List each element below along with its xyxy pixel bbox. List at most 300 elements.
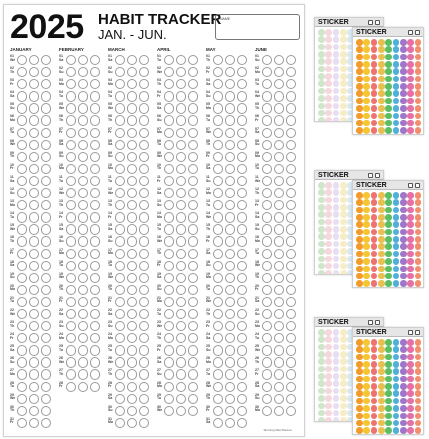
habit-circle[interactable]	[41, 79, 51, 89]
habit-circle[interactable]	[176, 140, 186, 150]
sticker-dot[interactable]	[407, 420, 414, 427]
sticker-dot[interactable]	[318, 336, 325, 343]
habit-circle[interactable]	[225, 382, 235, 392]
sticker-dot[interactable]	[363, 258, 370, 265]
sticker-dot[interactable]	[356, 54, 363, 61]
sticker-dot[interactable]	[385, 199, 392, 206]
sticker-dot[interactable]	[407, 398, 414, 405]
habit-circle[interactable]	[274, 164, 284, 174]
habit-circle[interactable]	[225, 128, 235, 138]
habit-circle[interactable]	[262, 140, 272, 150]
sticker-dot[interactable]	[340, 182, 347, 189]
habit-circle[interactable]	[188, 79, 198, 89]
habit-circle[interactable]	[225, 345, 235, 355]
habit-circle[interactable]	[115, 55, 125, 65]
habit-circle[interactable]	[90, 79, 100, 89]
habit-circle[interactable]	[29, 79, 39, 89]
habit-circle[interactable]	[115, 128, 125, 138]
habit-circle[interactable]	[78, 369, 88, 379]
sticker-dot[interactable]	[393, 413, 400, 420]
sticker-dot[interactable]	[407, 98, 414, 105]
sticker-dot[interactable]	[363, 383, 370, 390]
habit-circle[interactable]	[274, 261, 284, 271]
habit-circle[interactable]	[225, 273, 235, 283]
sticker-dot[interactable]	[371, 413, 378, 420]
sticker-dot[interactable]	[378, 258, 385, 265]
habit-circle[interactable]	[115, 309, 125, 319]
habit-circle[interactable]	[286, 188, 296, 198]
habit-circle[interactable]	[237, 309, 247, 319]
sticker-dot[interactable]	[363, 120, 370, 127]
sticker-dot[interactable]	[385, 346, 392, 353]
sticker-dot[interactable]	[407, 68, 414, 75]
sticker-dot[interactable]	[363, 199, 370, 206]
sticker-dot[interactable]	[356, 354, 363, 361]
habit-circle[interactable]	[237, 382, 247, 392]
habit-circle[interactable]	[262, 236, 272, 246]
habit-circle[interactable]	[17, 91, 27, 101]
habit-circle[interactable]	[78, 309, 88, 319]
sticker-dot[interactable]	[371, 420, 378, 427]
habit-circle[interactable]	[274, 345, 284, 355]
habit-circle[interactable]	[225, 67, 235, 77]
sticker-dot[interactable]	[415, 61, 422, 68]
habit-circle[interactable]	[41, 394, 51, 404]
habit-circle[interactable]	[213, 309, 223, 319]
sticker-dot[interactable]	[415, 207, 422, 214]
sticker-dot[interactable]	[400, 39, 407, 46]
habit-circle[interactable]	[237, 140, 247, 150]
habit-circle[interactable]	[29, 357, 39, 367]
habit-circle[interactable]	[90, 297, 100, 307]
habit-circle[interactable]	[127, 261, 137, 271]
sticker-dot[interactable]	[407, 427, 414, 434]
sticker-dot[interactable]	[371, 266, 378, 273]
sticker-dot[interactable]	[393, 54, 400, 61]
sticker-dot[interactable]	[400, 390, 407, 397]
sticker-dot[interactable]	[400, 214, 407, 221]
habit-circle[interactable]	[41, 357, 51, 367]
habit-circle[interactable]	[164, 382, 174, 392]
habit-circle[interactable]	[41, 406, 51, 416]
habit-circle[interactable]	[29, 406, 39, 416]
habit-circle[interactable]	[139, 345, 149, 355]
sticker-dot[interactable]	[333, 36, 340, 43]
habit-circle[interactable]	[29, 55, 39, 65]
habit-circle[interactable]	[225, 176, 235, 186]
sticker-dot[interactable]	[325, 73, 332, 80]
habit-circle[interactable]	[17, 140, 27, 150]
habit-circle[interactable]	[262, 382, 272, 392]
sticker-dot[interactable]	[415, 361, 422, 368]
habit-circle[interactable]	[17, 382, 27, 392]
habit-circle[interactable]	[115, 345, 125, 355]
sticker-dot[interactable]	[356, 76, 363, 83]
habit-circle[interactable]	[90, 128, 100, 138]
sticker-dot[interactable]	[325, 395, 332, 402]
habit-circle[interactable]	[78, 236, 88, 246]
habit-circle[interactable]	[139, 140, 149, 150]
sticker-dot[interactable]	[415, 90, 422, 97]
sticker-dot[interactable]	[325, 36, 332, 43]
sticker-dot[interactable]	[393, 207, 400, 214]
habit-circle[interactable]	[66, 297, 76, 307]
sticker-dot[interactable]	[363, 354, 370, 361]
sticker-dot[interactable]	[371, 383, 378, 390]
habit-circle[interactable]	[225, 152, 235, 162]
sticker-dot[interactable]	[378, 368, 385, 375]
habit-circle[interactable]	[188, 164, 198, 174]
sticker-dot[interactable]	[378, 413, 385, 420]
sticker-dot[interactable]	[318, 189, 325, 196]
habit-circle[interactable]	[286, 164, 296, 174]
habit-circle[interactable]	[115, 406, 125, 416]
habit-circle[interactable]	[41, 212, 51, 222]
sticker-dot[interactable]	[318, 117, 325, 122]
sticker-dot[interactable]	[393, 199, 400, 206]
habit-circle[interactable]	[127, 382, 137, 392]
habit-circle[interactable]	[176, 285, 186, 295]
habit-circle[interactable]	[237, 103, 247, 113]
habit-circle[interactable]	[139, 369, 149, 379]
habit-circle[interactable]	[17, 55, 27, 65]
sticker-dot[interactable]	[318, 110, 325, 117]
habit-circle[interactable]	[115, 249, 125, 259]
habit-circle[interactable]	[164, 188, 174, 198]
habit-circle[interactable]	[115, 140, 125, 150]
sticker-dot[interactable]	[385, 46, 392, 53]
sticker-dot[interactable]	[415, 54, 422, 61]
sticker-dot[interactable]	[363, 39, 370, 46]
habit-circle[interactable]	[286, 261, 296, 271]
habit-circle[interactable]	[17, 261, 27, 271]
sticker-dot[interactable]	[363, 339, 370, 346]
habit-circle[interactable]	[139, 309, 149, 319]
habit-circle[interactable]	[17, 321, 27, 331]
sticker-dot[interactable]	[356, 427, 363, 434]
habit-circle[interactable]	[225, 115, 235, 125]
habit-circle[interactable]	[66, 357, 76, 367]
sticker-dot[interactable]	[415, 120, 422, 127]
sticker-dot[interactable]	[318, 88, 325, 95]
habit-circle[interactable]	[164, 115, 174, 125]
habit-circle[interactable]	[17, 115, 27, 125]
sticker-dot[interactable]	[356, 368, 363, 375]
habit-circle[interactable]	[78, 128, 88, 138]
habit-circle[interactable]	[213, 406, 223, 416]
sticker-dot[interactable]	[340, 366, 347, 373]
sticker-dot[interactable]	[393, 251, 400, 258]
habit-circle[interactable]	[274, 67, 284, 77]
sticker-dot[interactable]	[333, 395, 340, 402]
sticker-dot[interactable]	[340, 256, 347, 263]
sticker-dot[interactable]	[325, 197, 332, 204]
habit-circle[interactable]	[17, 406, 27, 416]
habit-circle[interactable]	[213, 285, 223, 295]
habit-circle[interactable]	[164, 128, 174, 138]
sticker-dot[interactable]	[385, 405, 392, 412]
sticker-dot[interactable]	[318, 95, 325, 102]
sticker-dot[interactable]	[340, 80, 347, 87]
sticker-dot[interactable]	[325, 417, 332, 422]
habit-circle[interactable]	[237, 297, 247, 307]
habit-circle[interactable]	[176, 369, 186, 379]
sticker-dot[interactable]	[371, 243, 378, 250]
habit-circle[interactable]	[225, 261, 235, 271]
sticker-dot[interactable]	[407, 280, 414, 287]
sticker-dot[interactable]	[340, 204, 347, 211]
sticker-dot[interactable]	[333, 403, 340, 410]
sticker-dot[interactable]	[400, 46, 407, 53]
habit-circle[interactable]	[139, 224, 149, 234]
habit-circle[interactable]	[115, 103, 125, 113]
habit-circle[interactable]	[66, 285, 76, 295]
sticker-dot[interactable]	[356, 120, 363, 127]
habit-circle[interactable]	[164, 309, 174, 319]
sticker-dot[interactable]	[407, 368, 414, 375]
sticker-dot[interactable]	[400, 413, 407, 420]
sticker-dot[interactable]	[340, 226, 347, 233]
sticker-dot[interactable]	[415, 427, 422, 434]
habit-circle[interactable]	[17, 345, 27, 355]
habit-circle[interactable]	[188, 236, 198, 246]
sticker-dot[interactable]	[400, 98, 407, 105]
habit-circle[interactable]	[90, 321, 100, 331]
habit-circle[interactable]	[262, 67, 272, 77]
habit-circle[interactable]	[274, 128, 284, 138]
habit-circle[interactable]	[90, 345, 100, 355]
habit-circle[interactable]	[90, 333, 100, 343]
sticker-dot[interactable]	[318, 44, 325, 51]
habit-circle[interactable]	[188, 55, 198, 65]
habit-circle[interactable]	[66, 200, 76, 210]
habit-circle[interactable]	[213, 369, 223, 379]
habit-circle[interactable]	[29, 176, 39, 186]
habit-circle[interactable]	[286, 249, 296, 259]
habit-circle[interactable]	[78, 140, 88, 150]
habit-circle[interactable]	[213, 128, 223, 138]
habit-circle[interactable]	[262, 79, 272, 89]
habit-circle[interactable]	[41, 140, 51, 150]
habit-circle[interactable]	[90, 369, 100, 379]
sticker-dot[interactable]	[318, 211, 325, 218]
habit-circle[interactable]	[286, 176, 296, 186]
habit-circle[interactable]	[127, 103, 137, 113]
habit-circle[interactable]	[188, 188, 198, 198]
habit-circle[interactable]	[225, 333, 235, 343]
habit-circle[interactable]	[17, 369, 27, 379]
habit-circle[interactable]	[213, 345, 223, 355]
sticker-dot[interactable]	[325, 263, 332, 270]
habit-circle[interactable]	[90, 176, 100, 186]
sticker-dot[interactable]	[407, 54, 414, 61]
sticker-dot[interactable]	[356, 229, 363, 236]
sticker-dot[interactable]	[415, 273, 422, 280]
habit-circle[interactable]	[17, 79, 27, 89]
sticker-dot[interactable]	[415, 243, 422, 250]
sticker-dot[interactable]	[363, 46, 370, 53]
sticker-dot[interactable]	[363, 236, 370, 243]
sticker-dot[interactable]	[400, 420, 407, 427]
sticker-dot[interactable]	[371, 192, 378, 199]
sticker-dot[interactable]	[400, 280, 407, 287]
sticker-dot[interactable]	[325, 380, 332, 387]
sticker-dot[interactable]	[333, 241, 340, 248]
sticker-dot[interactable]	[333, 248, 340, 255]
sticker-dot[interactable]	[371, 427, 378, 434]
habit-circle[interactable]	[17, 164, 27, 174]
habit-circle[interactable]	[286, 309, 296, 319]
habit-circle[interactable]	[139, 176, 149, 186]
sticker-dot[interactable]	[325, 58, 332, 65]
sticker-dot[interactable]	[400, 273, 407, 280]
sticker-dot[interactable]	[393, 273, 400, 280]
habit-circle[interactable]	[115, 152, 125, 162]
sticker-dot[interactable]	[356, 127, 363, 134]
sticker-dot[interactable]	[340, 189, 347, 196]
sticker-dot[interactable]	[407, 207, 414, 214]
habit-circle[interactable]	[78, 79, 88, 89]
sticker-dot[interactable]	[371, 127, 378, 134]
habit-circle[interactable]	[78, 261, 88, 271]
habit-circle[interactable]	[139, 297, 149, 307]
habit-circle[interactable]	[66, 333, 76, 343]
sticker-dot[interactable]	[371, 68, 378, 75]
habit-circle[interactable]	[41, 200, 51, 210]
habit-circle[interactable]	[66, 103, 76, 113]
sticker-dot[interactable]	[325, 403, 332, 410]
habit-circle[interactable]	[286, 297, 296, 307]
habit-circle[interactable]	[237, 91, 247, 101]
habit-circle[interactable]	[237, 128, 247, 138]
sticker-dot[interactable]	[325, 80, 332, 87]
sticker-dot[interactable]	[356, 258, 363, 265]
sticker-dot[interactable]	[318, 241, 325, 248]
habit-circle[interactable]	[29, 261, 39, 271]
habit-circle[interactable]	[29, 152, 39, 162]
habit-circle[interactable]	[237, 152, 247, 162]
habit-circle[interactable]	[127, 164, 137, 174]
sticker-dot[interactable]	[363, 376, 370, 383]
habit-circle[interactable]	[17, 188, 27, 198]
habit-circle[interactable]	[262, 249, 272, 259]
sticker-dot[interactable]	[393, 127, 400, 134]
habit-circle[interactable]	[78, 297, 88, 307]
sticker-dot[interactable]	[385, 376, 392, 383]
habit-circle[interactable]	[176, 164, 186, 174]
habit-circle[interactable]	[262, 285, 272, 295]
sticker-dot[interactable]	[385, 113, 392, 120]
sticker-dot[interactable]	[356, 420, 363, 427]
sticker-dot[interactable]	[400, 105, 407, 112]
habit-circle[interactable]	[262, 91, 272, 101]
habit-circle[interactable]	[29, 369, 39, 379]
sticker-dot[interactable]	[363, 361, 370, 368]
sticker-dot[interactable]	[318, 219, 325, 226]
habit-circle[interactable]	[115, 188, 125, 198]
sticker-dot[interactable]	[356, 236, 363, 243]
habit-circle[interactable]	[115, 212, 125, 222]
habit-circle[interactable]	[274, 152, 284, 162]
habit-circle[interactable]	[188, 249, 198, 259]
sticker-dot[interactable]	[356, 405, 363, 412]
sticker-dot[interactable]	[407, 376, 414, 383]
habit-circle[interactable]	[237, 273, 247, 283]
sticker-dot[interactable]	[400, 346, 407, 353]
sticker-dot[interactable]	[400, 76, 407, 83]
habit-circle[interactable]	[29, 140, 39, 150]
sticker-dot[interactable]	[356, 398, 363, 405]
habit-circle[interactable]	[127, 297, 137, 307]
habit-circle[interactable]	[237, 79, 247, 89]
sticker-dot[interactable]	[340, 88, 347, 95]
sticker-dot[interactable]	[385, 273, 392, 280]
sticker-dot[interactable]	[378, 273, 385, 280]
habit-circle[interactable]	[90, 67, 100, 77]
sticker-dot[interactable]	[415, 83, 422, 90]
habit-circle[interactable]	[41, 285, 51, 295]
habit-circle[interactable]	[17, 394, 27, 404]
habit-circle[interactable]	[90, 285, 100, 295]
sticker-dot[interactable]	[415, 405, 422, 412]
sticker-dot[interactable]	[325, 110, 332, 117]
sticker-dot[interactable]	[363, 243, 370, 250]
habit-circle[interactable]	[41, 321, 51, 331]
habit-circle[interactable]	[139, 115, 149, 125]
sticker-dot[interactable]	[371, 39, 378, 46]
sticker-dot[interactable]	[318, 73, 325, 80]
habit-circle[interactable]	[274, 249, 284, 259]
habit-circle[interactable]	[90, 357, 100, 367]
habit-circle[interactable]	[139, 67, 149, 77]
sticker-dot[interactable]	[407, 120, 414, 127]
sticker-dot[interactable]	[400, 258, 407, 265]
sticker-dot[interactable]	[371, 354, 378, 361]
habit-circle[interactable]	[29, 382, 39, 392]
habit-circle[interactable]	[225, 406, 235, 416]
habit-circle[interactable]	[29, 333, 39, 343]
habit-circle[interactable]	[127, 55, 137, 65]
sticker-dot[interactable]	[393, 368, 400, 375]
habit-circle[interactable]	[237, 418, 247, 428]
sticker-dot[interactable]	[363, 105, 370, 112]
sticker-dot[interactable]	[393, 383, 400, 390]
habit-circle[interactable]	[164, 394, 174, 404]
sticker-dot[interactable]	[378, 361, 385, 368]
sticker-dot[interactable]	[415, 221, 422, 228]
sticker-dot[interactable]	[325, 410, 332, 417]
habit-circle[interactable]	[274, 285, 284, 295]
sticker-dot[interactable]	[378, 376, 385, 383]
sticker-dot[interactable]	[415, 251, 422, 258]
habit-circle[interactable]	[286, 91, 296, 101]
sticker-dot[interactable]	[333, 73, 340, 80]
sticker-dot[interactable]	[356, 68, 363, 75]
habit-circle[interactable]	[225, 79, 235, 89]
sticker-dot[interactable]	[378, 68, 385, 75]
sticker-dot[interactable]	[393, 398, 400, 405]
habit-circle[interactable]	[164, 406, 174, 416]
sticker-dot[interactable]	[407, 76, 414, 83]
habit-circle[interactable]	[188, 140, 198, 150]
habit-circle[interactable]	[90, 55, 100, 65]
sticker-dot[interactable]	[393, 98, 400, 105]
sticker-dot[interactable]	[378, 98, 385, 105]
habit-circle[interactable]	[115, 164, 125, 174]
sticker-dot[interactable]	[407, 383, 414, 390]
sticker-dot[interactable]	[371, 199, 378, 206]
sticker-dot[interactable]	[340, 110, 347, 117]
